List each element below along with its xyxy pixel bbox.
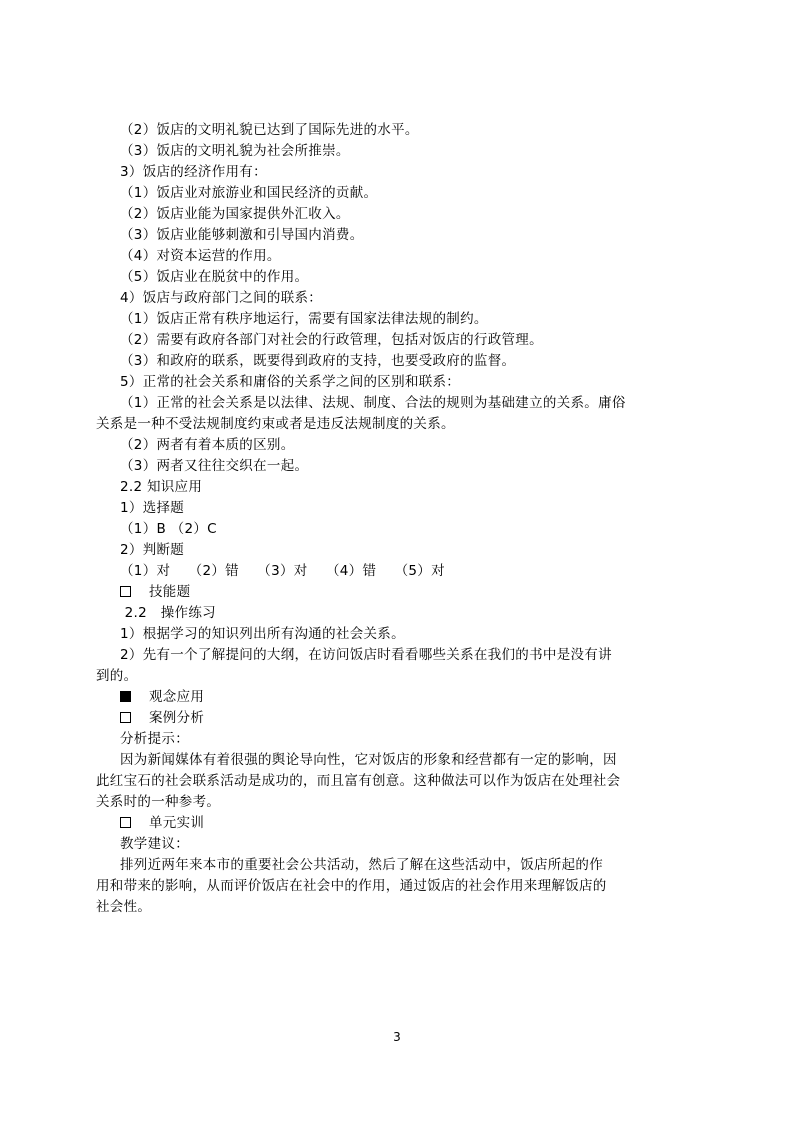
text-line: 2）判断题 bbox=[120, 542, 185, 558]
text-line: （1）正常的社会关系是以法律、法规、制度、合法的规则为基础建立的关系。庸俗 bbox=[120, 395, 626, 411]
section-heading: 2.2 操作练习 bbox=[120, 605, 216, 621]
text-line: 此红宝石的社会联系活动是成功的，而且富有创意。这种做法可以作为饭店在处理社会 bbox=[96, 773, 621, 789]
heading-label: 案例分析 bbox=[149, 710, 205, 726]
text-line: 1）选择题 bbox=[120, 500, 185, 516]
text-line: （3）饭店业能够刺激和引导国内消费。 bbox=[120, 227, 364, 243]
heading-label: 观念应用 bbox=[149, 689, 205, 705]
text-line: 排列近两年来本市的重要社会公共活动，然后了解在这些活动中，饭店所起的作 bbox=[120, 857, 603, 873]
text-line: （1）对 （2）错 （3）对 （4）错 （5）对 bbox=[120, 563, 445, 579]
section-heading: 2.2 知识应用 bbox=[120, 479, 203, 495]
text-line: 5）正常的社会关系和庸俗的关系学之间的区别和联系： bbox=[120, 374, 461, 390]
text-line: 到的。 bbox=[96, 668, 138, 684]
text-line: 用和带来的影响，从而评价饭店在社会中的作用，通过饭店的社会作用来理解饭店的 bbox=[96, 878, 607, 894]
text-line: 教学建议： bbox=[120, 836, 189, 852]
text-line: （1）饭店业对旅游业和国民经济的贡献。 bbox=[120, 185, 378, 201]
text-line: 分析提示： bbox=[120, 731, 189, 747]
document-body bbox=[96, 120, 700, 918]
text-line: 1）根据学习的知识列出所有沟通的社会关系。 bbox=[120, 626, 405, 642]
text-line: （2）饭店业能为国家提供外汇收入。 bbox=[120, 206, 350, 222]
text-line: （3）和政府的联系，既要得到政府的支持，也要受政府的监督。 bbox=[120, 353, 516, 369]
text-line: （2）需要有政府各部门对社会的行政管理，包括对饭店的行政管理。 bbox=[120, 332, 543, 348]
section-heading bbox=[120, 708, 700, 729]
text-line: （2）两者有着本质的区别。 bbox=[120, 437, 295, 453]
text-line: 关系时的一种参考。 bbox=[96, 794, 221, 810]
text-line: （3）两者又往往交织在一起。 bbox=[120, 458, 309, 474]
heading-label: 技能题 bbox=[149, 584, 191, 600]
section-heading bbox=[120, 813, 700, 834]
text-line: （3）饭店的文明礼貌为社会所推崇。 bbox=[120, 143, 350, 159]
section-heading bbox=[120, 687, 700, 708]
filled-square-icon bbox=[120, 691, 131, 702]
text-line: 4）饭店与政府部门之间的联系： bbox=[120, 290, 323, 306]
text-line: 3）饭店的经济作用有： bbox=[120, 164, 267, 180]
text-line: 2）先有一个了解提问的大纲，在访问饭店时看看哪些关系在我们的书中是没有讲 bbox=[120, 647, 612, 663]
text-line: （4）对资本运营的作用。 bbox=[120, 248, 281, 264]
text-line: （2）饭店的文明礼貌已达到了国际先进的水平。 bbox=[120, 122, 419, 138]
empty-square-icon bbox=[120, 817, 131, 828]
text-line: （1）饭店正常有秩序地运行，需要有国家法律法规的制约。 bbox=[120, 311, 488, 327]
text-line: 因为新闻媒体有着很强的舆论导向性，它对饭店的形象和经营都有一定的影响，因 bbox=[120, 752, 617, 768]
section-heading bbox=[120, 582, 700, 603]
empty-square-icon bbox=[120, 586, 131, 597]
text-line: 关系是一种不受法规制度约束或者是违反法规制度的关系。 bbox=[96, 416, 455, 432]
text-line: 社会性。 bbox=[96, 899, 152, 915]
text-line: （1）B （2）C bbox=[120, 521, 217, 537]
empty-square-icon bbox=[120, 712, 131, 723]
text-line: （5）饭店业在脱贫中的作用。 bbox=[120, 269, 309, 285]
page-number: 3 bbox=[393, 1030, 401, 1044]
heading-label: 单元实训 bbox=[149, 815, 205, 831]
